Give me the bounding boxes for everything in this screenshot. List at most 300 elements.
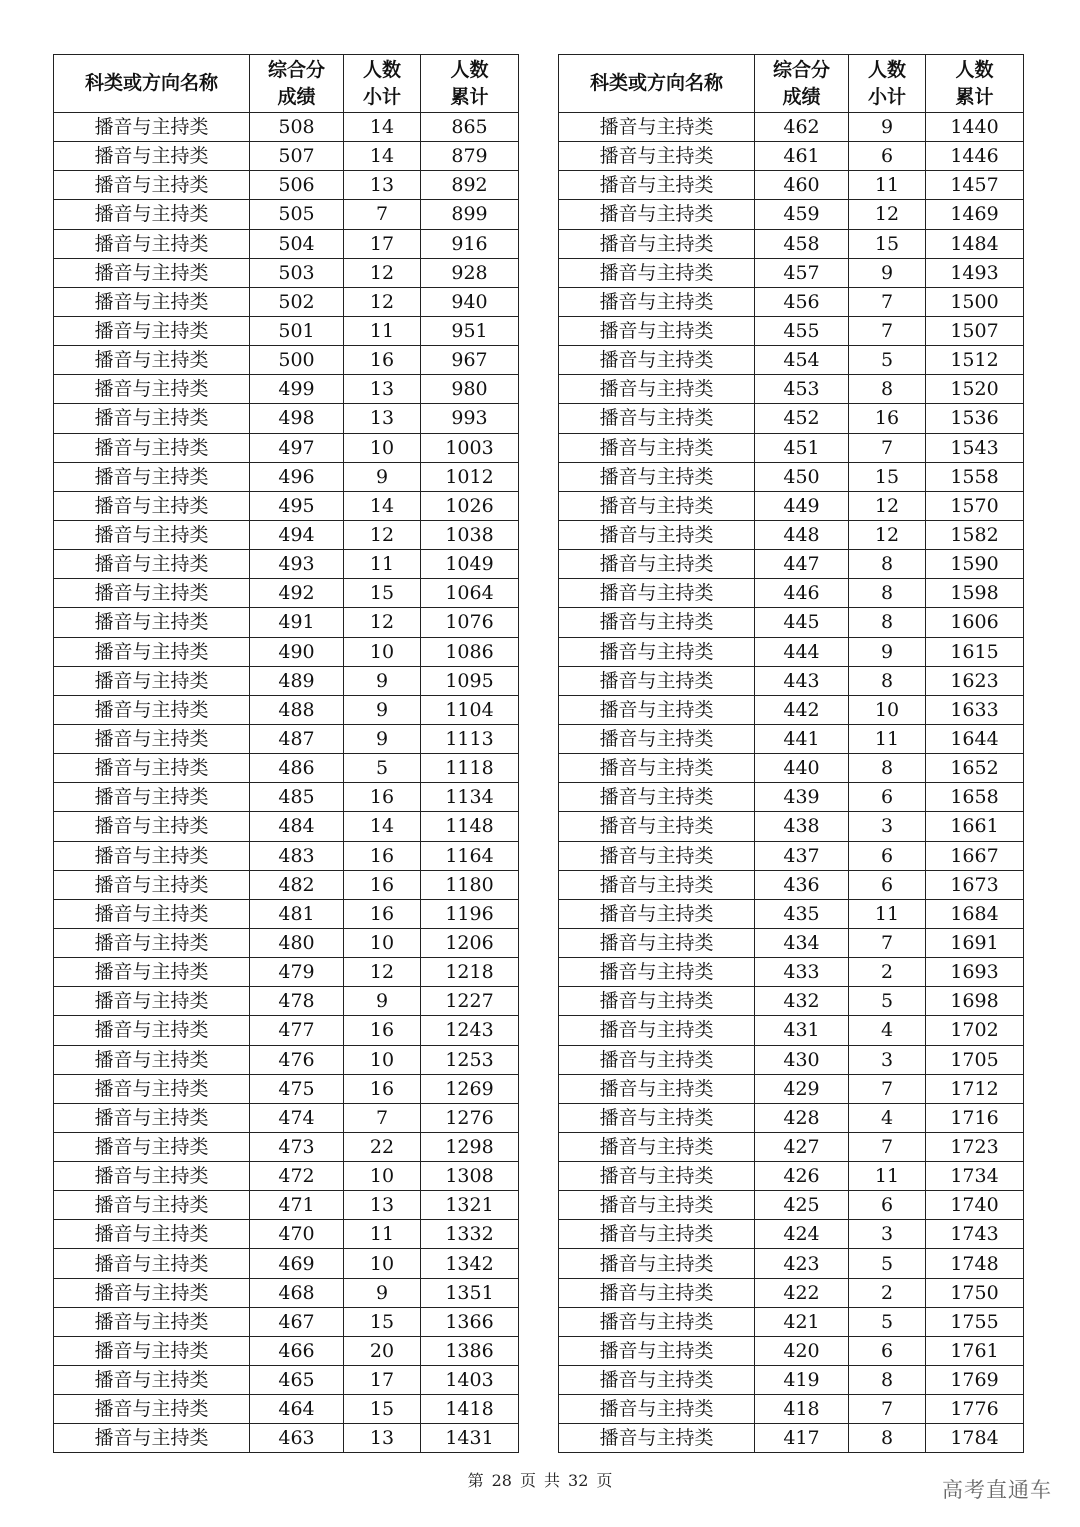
cell-category: 播音与主持类 (559, 491, 755, 520)
table-row (54, 1074, 519, 1103)
cell-count: 16 (849, 404, 926, 433)
cell-category: 播音与主持类 (54, 113, 250, 142)
cell-category: 播音与主持类 (559, 637, 755, 666)
table-row (54, 783, 519, 812)
cell-count: 8 (849, 754, 926, 783)
cell-category: 播音与主持类 (54, 229, 250, 258)
cell-count: 22 (344, 1132, 421, 1161)
cell-category: 播音与主持类 (54, 491, 250, 520)
table-row (559, 433, 1024, 462)
cell-cumulative: 967 (421, 346, 519, 375)
cell-cumulative: 1590 (926, 550, 1024, 579)
table-row (54, 1191, 519, 1220)
cell-score: 468 (250, 1278, 344, 1307)
page-footer (0, 1468, 1080, 1491)
cell-count: 7 (849, 1132, 926, 1161)
header-score-line2: 成绩 (782, 85, 821, 108)
cell-count: 6 (849, 1191, 926, 1220)
cell-category: 播音与主持类 (559, 928, 755, 957)
cell-count: 4 (849, 1103, 926, 1132)
cell-category: 播音与主持类 (559, 433, 755, 462)
cell-category: 播音与主持类 (54, 433, 250, 462)
header-cumulative (421, 55, 519, 113)
watermark: 高考直通车 (942, 1478, 1052, 1502)
table-row (559, 783, 1024, 812)
cell-score: 458 (755, 229, 849, 258)
cell-cumulative: 1095 (421, 666, 519, 695)
table-row (54, 637, 519, 666)
cell-count: 15 (344, 1307, 421, 1336)
footer-page-prefix: 第 (467, 1471, 484, 1490)
cell-category: 播音与主持类 (559, 812, 755, 841)
table-row (559, 870, 1024, 899)
cell-score: 421 (755, 1307, 849, 1336)
cell-count: 12 (344, 287, 421, 316)
cell-cumulative: 865 (421, 113, 519, 142)
cell-count: 11 (849, 899, 926, 928)
cell-cumulative: 1321 (421, 1191, 519, 1220)
cell-cumulative: 1446 (926, 142, 1024, 171)
cell-score: 501 (250, 316, 344, 345)
table-row (559, 1249, 1024, 1278)
cell-category: 播音与主持类 (559, 346, 755, 375)
cell-score: 499 (250, 375, 344, 404)
cell-category: 播音与主持类 (54, 1132, 250, 1161)
cell-cumulative: 1298 (421, 1132, 519, 1161)
cell-score: 460 (755, 171, 849, 200)
cell-category: 播音与主持类 (54, 200, 250, 229)
cell-category: 播音与主持类 (559, 958, 755, 987)
cell-cumulative: 1743 (926, 1220, 1024, 1249)
footer-page-number: 28 (491, 1471, 512, 1490)
cell-category: 播音与主持类 (54, 783, 250, 812)
cell-score: 448 (755, 520, 849, 549)
cell-cumulative: 1403 (421, 1366, 519, 1395)
cell-category: 播音与主持类 (559, 258, 755, 287)
cell-cumulative: 1386 (421, 1336, 519, 1365)
cell-score: 433 (755, 958, 849, 987)
cell-count: 8 (849, 550, 926, 579)
header-category: 科类或方向名称 (54, 55, 250, 113)
table-row (54, 841, 519, 870)
cell-count: 9 (849, 258, 926, 287)
cell-category: 播音与主持类 (54, 258, 250, 287)
cell-count: 9 (849, 113, 926, 142)
cell-cumulative: 1431 (421, 1424, 519, 1453)
cell-cumulative: 1615 (926, 637, 1024, 666)
cell-count: 9 (344, 695, 421, 724)
cell-cumulative: 899 (421, 200, 519, 229)
cell-category: 播音与主持类 (559, 1191, 755, 1220)
cell-score: 488 (250, 695, 344, 724)
cell-cumulative: 1661 (926, 812, 1024, 841)
cell-cumulative: 1644 (926, 724, 1024, 753)
cell-category: 播音与主持类 (54, 171, 250, 200)
cell-cumulative: 1750 (926, 1278, 1024, 1307)
cell-category: 播音与主持类 (559, 1307, 755, 1336)
cell-count: 12 (344, 958, 421, 987)
cell-score: 457 (755, 258, 849, 287)
table-row (54, 1366, 519, 1395)
cell-category: 播音与主持类 (54, 346, 250, 375)
table-row (559, 666, 1024, 695)
cell-count: 11 (849, 724, 926, 753)
cell-category: 播音与主持类 (54, 1278, 250, 1307)
cell-cumulative: 1536 (926, 404, 1024, 433)
table-row (54, 1336, 519, 1365)
cell-score: 492 (250, 579, 344, 608)
cell-score: 482 (250, 870, 344, 899)
table-row (54, 812, 519, 841)
cell-count: 3 (849, 812, 926, 841)
cell-cumulative: 892 (421, 171, 519, 200)
cell-cumulative: 1684 (926, 899, 1024, 928)
cell-category: 播音与主持类 (559, 724, 755, 753)
cell-count: 14 (344, 812, 421, 841)
cell-count: 16 (344, 841, 421, 870)
cell-category: 播音与主持类 (559, 171, 755, 200)
cell-count: 5 (849, 1249, 926, 1278)
cell-cumulative: 1351 (421, 1278, 519, 1307)
cell-cumulative: 1705 (926, 1045, 1024, 1074)
cell-category: 播音与主持类 (559, 1278, 755, 1307)
cell-category: 播音与主持类 (559, 1220, 755, 1249)
table-row (54, 666, 519, 695)
cell-count: 9 (344, 987, 421, 1016)
cell-count: 2 (849, 958, 926, 987)
cell-score: 474 (250, 1103, 344, 1132)
cell-count: 7 (849, 1395, 926, 1424)
cell-cumulative: 1740 (926, 1191, 1024, 1220)
cell-cumulative: 1180 (421, 870, 519, 899)
cell-cumulative: 879 (421, 142, 519, 171)
cell-cumulative: 1702 (926, 1016, 1024, 1045)
cell-category: 播音与主持类 (54, 841, 250, 870)
cell-cumulative: 1606 (926, 608, 1024, 637)
table-row (54, 987, 519, 1016)
table-body-left (54, 113, 519, 1453)
table-row (559, 1132, 1024, 1161)
cell-cumulative: 1748 (926, 1249, 1024, 1278)
cell-score: 436 (755, 870, 849, 899)
cell-count: 13 (344, 1424, 421, 1453)
cell-cumulative: 980 (421, 375, 519, 404)
table-row (559, 1336, 1024, 1365)
cell-count: 11 (849, 171, 926, 200)
cell-score: 437 (755, 841, 849, 870)
table-row (559, 1074, 1024, 1103)
cell-score: 463 (250, 1424, 344, 1453)
cell-score: 483 (250, 841, 344, 870)
cell-cumulative: 1716 (926, 1103, 1024, 1132)
cell-score: 475 (250, 1074, 344, 1103)
cell-category: 播音与主持类 (54, 1016, 250, 1045)
cell-cumulative: 1164 (421, 841, 519, 870)
cell-count: 7 (849, 433, 926, 462)
cell-category: 播音与主持类 (559, 695, 755, 724)
cell-score: 422 (755, 1278, 849, 1307)
cell-cumulative: 1761 (926, 1336, 1024, 1365)
table-header (559, 55, 1024, 113)
cell-cumulative: 1012 (421, 462, 519, 491)
table-body-right (559, 113, 1024, 1453)
cell-score: 504 (250, 229, 344, 258)
table-row (559, 637, 1024, 666)
table-row (559, 316, 1024, 345)
cell-score: 485 (250, 783, 344, 812)
table-row (54, 1045, 519, 1074)
cell-count: 6 (849, 841, 926, 870)
cell-score: 440 (755, 754, 849, 783)
cell-score: 439 (755, 783, 849, 812)
table-row (559, 608, 1024, 637)
table-row (559, 754, 1024, 783)
cell-category: 播音与主持类 (559, 375, 755, 404)
cell-count: 3 (849, 1045, 926, 1074)
cell-cumulative: 1227 (421, 987, 519, 1016)
table-row (54, 608, 519, 637)
cell-cumulative: 1104 (421, 695, 519, 724)
cell-category: 播音与主持类 (559, 579, 755, 608)
cell-score: 481 (250, 899, 344, 928)
cell-category: 播音与主持类 (559, 1424, 755, 1453)
cell-cumulative: 1693 (926, 958, 1024, 987)
table-row (54, 1103, 519, 1132)
cell-score: 478 (250, 987, 344, 1016)
cell-count: 12 (849, 200, 926, 229)
cell-count: 16 (344, 783, 421, 812)
cell-score: 467 (250, 1307, 344, 1336)
cell-category: 播音与主持类 (559, 1016, 755, 1045)
cell-category: 播音与主持类 (559, 1366, 755, 1395)
score-table-right (558, 54, 1024, 1453)
cell-count: 12 (849, 520, 926, 549)
table-row (559, 200, 1024, 229)
cell-score: 502 (250, 287, 344, 316)
table-row (559, 550, 1024, 579)
footer-page-word: 页 (519, 1471, 536, 1490)
cell-cumulative: 993 (421, 404, 519, 433)
table-row (559, 462, 1024, 491)
header-score-line1: 综合分 (267, 58, 325, 81)
cell-cumulative: 1332 (421, 1220, 519, 1249)
table-row (54, 724, 519, 753)
header-count (344, 55, 421, 113)
cell-cumulative: 1673 (926, 870, 1024, 899)
cell-cumulative: 1598 (926, 579, 1024, 608)
cell-category: 播音与主持类 (54, 870, 250, 899)
table-row (54, 1016, 519, 1045)
cell-count: 11 (849, 1162, 926, 1191)
cell-category: 播音与主持类 (559, 1395, 755, 1424)
cell-cumulative: 1493 (926, 258, 1024, 287)
cell-count: 13 (344, 404, 421, 433)
cell-count: 14 (344, 491, 421, 520)
table-row (54, 1249, 519, 1278)
table-row (54, 1424, 519, 1453)
cell-category: 播音与主持类 (559, 1103, 755, 1132)
cell-cumulative: 1734 (926, 1162, 1024, 1191)
cell-score: 425 (755, 1191, 849, 1220)
table-row (54, 1307, 519, 1336)
table-row (559, 928, 1024, 957)
cell-score: 466 (250, 1336, 344, 1365)
cell-score: 471 (250, 1191, 344, 1220)
table-row (54, 695, 519, 724)
cell-count: 7 (849, 928, 926, 957)
cell-count: 16 (344, 899, 421, 928)
cell-category: 播音与主持类 (54, 1162, 250, 1191)
cell-score: 423 (755, 1249, 849, 1278)
cell-cumulative: 1500 (926, 287, 1024, 316)
cell-cumulative: 1253 (421, 1045, 519, 1074)
cell-cumulative: 1276 (421, 1103, 519, 1132)
table-row (559, 812, 1024, 841)
header-category: 科类或方向名称 (559, 55, 755, 113)
cell-count: 4 (849, 1016, 926, 1045)
cell-cumulative: 951 (421, 316, 519, 345)
cell-score: 464 (250, 1395, 344, 1424)
cell-count: 9 (344, 724, 421, 753)
cell-score: 427 (755, 1132, 849, 1161)
cell-count: 10 (344, 1162, 421, 1191)
header-cum-line2: 累计 (450, 85, 489, 108)
cell-score: 498 (250, 404, 344, 433)
cell-count: 12 (344, 608, 421, 637)
cell-score: 494 (250, 520, 344, 549)
cell-category: 播音与主持类 (559, 608, 755, 637)
cell-cumulative: 1148 (421, 812, 519, 841)
cell-category: 播音与主持类 (559, 316, 755, 345)
cell-cumulative: 1308 (421, 1162, 519, 1191)
table-row (559, 1278, 1024, 1307)
cell-score: 424 (755, 1220, 849, 1249)
table-row (559, 404, 1024, 433)
cell-category: 播音与主持类 (54, 695, 250, 724)
table-row (54, 113, 519, 142)
cell-cumulative: 1469 (926, 200, 1024, 229)
cell-score: 472 (250, 1162, 344, 1191)
cell-cumulative: 1520 (926, 375, 1024, 404)
cell-score: 431 (755, 1016, 849, 1045)
cell-score: 444 (755, 637, 849, 666)
cell-category: 播音与主持类 (54, 928, 250, 957)
cell-category: 播音与主持类 (54, 404, 250, 433)
cell-cumulative: 1243 (421, 1016, 519, 1045)
cell-cumulative: 1342 (421, 1249, 519, 1278)
cell-count: 20 (344, 1336, 421, 1365)
cell-score: 462 (755, 113, 849, 142)
cell-category: 播音与主持类 (54, 637, 250, 666)
cell-count: 5 (344, 754, 421, 783)
table-row (54, 1132, 519, 1161)
cell-score: 477 (250, 1016, 344, 1045)
cell-count: 9 (344, 462, 421, 491)
cell-score: 449 (755, 491, 849, 520)
cell-category: 播音与主持类 (559, 200, 755, 229)
cell-count: 11 (344, 550, 421, 579)
table-row (54, 171, 519, 200)
cell-category: 播音与主持类 (54, 987, 250, 1016)
table-row (54, 1162, 519, 1191)
cell-cumulative: 1003 (421, 433, 519, 462)
cell-count: 15 (344, 579, 421, 608)
table-row (559, 1191, 1024, 1220)
cell-cumulative: 1507 (926, 316, 1024, 345)
cell-category: 播音与主持类 (54, 1307, 250, 1336)
table-row (54, 491, 519, 520)
cell-category: 播音与主持类 (54, 520, 250, 549)
cell-score: 491 (250, 608, 344, 637)
footer-total-number: 32 (568, 1471, 589, 1490)
cell-category: 播音与主持类 (559, 287, 755, 316)
cell-cumulative: 1457 (926, 171, 1024, 200)
cell-cumulative: 1086 (421, 637, 519, 666)
cell-cumulative: 1076 (421, 608, 519, 637)
cell-cumulative: 1623 (926, 666, 1024, 695)
table-row (559, 375, 1024, 404)
table-row (559, 579, 1024, 608)
cell-score: 469 (250, 1249, 344, 1278)
cell-cumulative: 928 (421, 258, 519, 287)
cell-cumulative: 916 (421, 229, 519, 258)
table-header (54, 55, 519, 113)
table-row (559, 1045, 1024, 1074)
cell-count: 6 (849, 783, 926, 812)
cell-count: 7 (849, 316, 926, 345)
table-row (54, 287, 519, 316)
table-row (54, 1220, 519, 1249)
table-row (559, 1366, 1024, 1395)
cell-score: 417 (755, 1424, 849, 1453)
header-score (250, 55, 344, 113)
table-row (559, 1424, 1024, 1453)
cell-category: 播音与主持类 (559, 870, 755, 899)
cell-count: 5 (849, 987, 926, 1016)
table-row (54, 375, 519, 404)
cell-score: 443 (755, 666, 849, 695)
cell-score: 465 (250, 1366, 344, 1395)
cell-score: 456 (755, 287, 849, 316)
cell-category: 播音与主持类 (54, 1249, 250, 1278)
table-row (54, 258, 519, 287)
table-row (54, 462, 519, 491)
cell-count: 12 (344, 520, 421, 549)
cell-category: 播音与主持类 (559, 550, 755, 579)
cell-score: 486 (250, 754, 344, 783)
cell-category: 播音与主持类 (559, 520, 755, 549)
cell-score: 432 (755, 987, 849, 1016)
cell-cumulative: 1558 (926, 462, 1024, 491)
cell-category: 播音与主持类 (559, 987, 755, 1016)
cell-score: 418 (755, 1395, 849, 1424)
cell-cumulative: 1570 (926, 491, 1024, 520)
cell-score: 419 (755, 1366, 849, 1395)
cell-score: 435 (755, 899, 849, 928)
cell-score: 480 (250, 928, 344, 957)
cell-category: 播音与主持类 (54, 375, 250, 404)
cell-category: 播音与主持类 (559, 754, 755, 783)
cell-category: 播音与主持类 (54, 1395, 250, 1424)
cell-cumulative: 1196 (421, 899, 519, 928)
cell-score: 450 (755, 462, 849, 491)
cell-score: 497 (250, 433, 344, 462)
cell-count: 8 (849, 608, 926, 637)
cell-score: 441 (755, 724, 849, 753)
cell-count: 11 (344, 316, 421, 345)
cell-cumulative: 1633 (926, 695, 1024, 724)
cell-cumulative: 1269 (421, 1074, 519, 1103)
